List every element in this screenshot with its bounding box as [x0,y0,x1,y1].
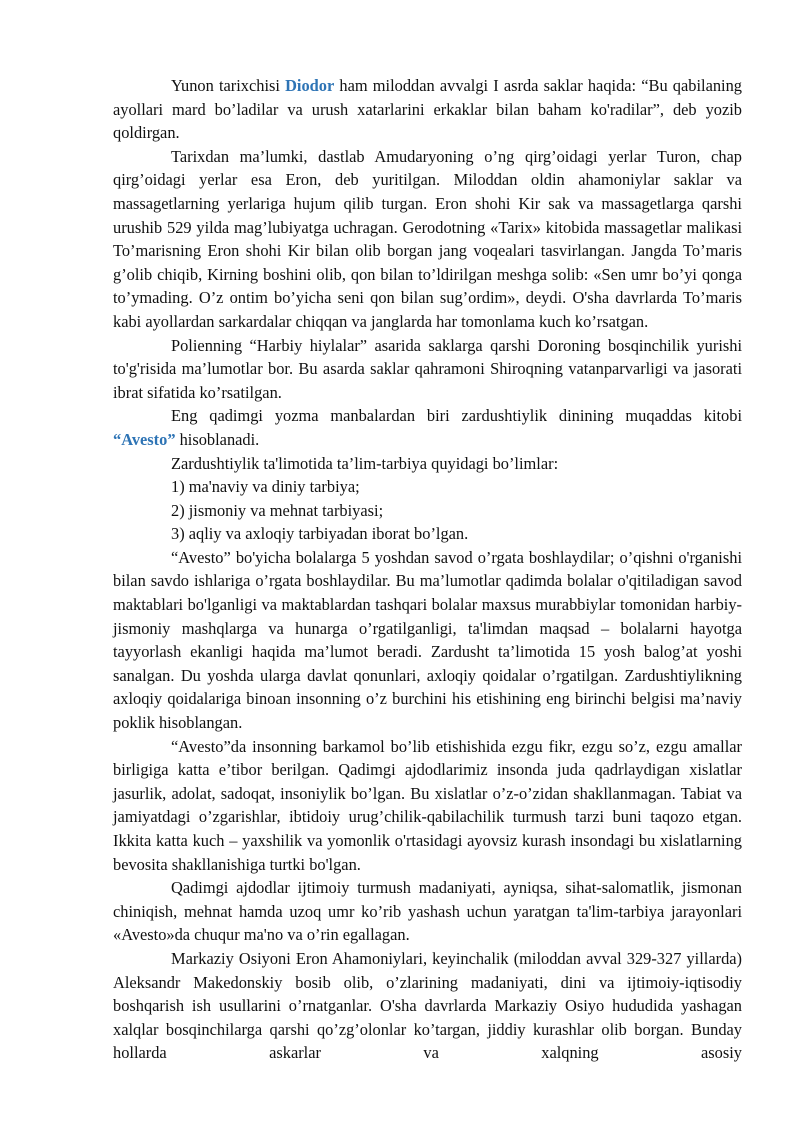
paragraph-text: Eng qadimgi yozma manbalardan biri zardushtiylik dinining muqaddas kitobi [171,406,742,426]
paragraph-avesto-education: “Avesto” bo'yicha bolalarga 5 yoshdan savod o’rgata boshlaydilar; o’qishni o'rganishi bilan savdo ishlariga o’rgata boshlaydilar. Bu ma’lumotlar qadimda bolalar o'qitiladigan savod maktablari bo'lganligi va maktablardan tashqari bolalar maxsus murabbiylar tomonidan harbiy-jismoniy mashqlarga va hunarga o’rgatilganligi, ta'limdan maqsad – bolalarni hayotga tayyorlash ekanligi haqida ma’lumot beradi. Zardusht ta’limotida 15 yosh balog’at yoshi sanalgan. Du yoshda ularga davlat qonunlari, axloqiy qoidalar o’rgatilgan. Zardushtiylikning axloqiy qoidalariga binoan insonning o’z burchini his etishining eng birinchi belgisi ma’naviy poklik hisoblangan. [113,547,742,733]
document-page [113,74,742,1065]
paragraph-avesto-virtues: “Avesto”da insonning barkamol bo’lib etishishida ezgu fikr, ezgu so’z, ezgu amallar birligiga katta e’tibor berilgan. Qadimgi ajdodlarimiz insonda juda qadrlaydigan xislatlar jasurlik, adolat, sadoqat, insoniylik bo’lgan. Bu xislatlar o’z-o’zidan shakllanmagan. Tabiat va jamiyatdagi o’zgarishlar, ibtidoiy urug’chilik-qabilachilik turmush tarzi buni taqozo etgan. Ikkita katta kuch – yaxshilik va yomonlik o'rtasidagi ayovsiz kurash insondagi bu xislatlarning bevosita shakllanishiga turtki bo'lgan. [113,736,742,874]
paragraph-zardushtiylik: Zardushtiylik ta'limotida ta’lim-tarbiya quyidagi bo’limlar: [171,453,559,473]
list-item: 3) aqliy va axloqiy tarbiyadan iborat bo’lgan. [171,524,469,544]
highlight-term-avesto: “Avesto” [113,429,176,449]
paragraph-diodor [113,74,742,145]
paragraph-polien: Polienning “Harbiy hiylalar” asarida saklarga qarshi Doroning bosqinchilik yurishi to'g'risida ma’lumotlar bor. Bu asarda saklar qahramoni Shiroqning vatanparvarligi va jasorati ibrat sifatida ko’rsatilgan. [113,335,742,402]
paragraph-markaziy-osiyo: Markaziy Osiyoni Eron Ahamoniylari, keyinchalik (miloddan avval 329-327 yillarda) Aleksandr Makedonskiy bosib olib, o’zlarining madaniyati, dini va ijtimoiy-iqtisodiy boshqarish ish usullarini o’rnatganlar. O'sha davrlarda Markaziy Osiyo hududida yashagan xalqlar bosqinchilarga qarshi qo’zg’olonlar ko’targan, jiddiy kurashlar olib borgan. Bunday hollarda askarlar va xalqning asosiy [113,948,742,1063]
highlight-term-diodor: Diodor [285,76,335,95]
list-item: 1) ma'naviy va diniy tarbiya; [171,477,360,497]
paragraph-text: hisoblanadi. [175,429,260,449]
list-item: 2) jismoniy va mehnat tarbiyasi; [171,500,384,520]
paragraph-text: Yunon tarixchisi [171,76,286,95]
paragraph-ancestors-culture: Qadimgi ajdodlar ijtimoiy turmush madaniyati, ayniqsa, sihat-salomatlik, jismonan chiniqish, mehnat hamda uzoq umr ko’rib yashash uchun yaratgan ta'lim-tarbiya jarayonlari «Avesto»da chuqur ma'no va o’rin egallagan. [113,878,742,945]
paragraph-avesto-intro [113,404,742,451]
paragraph-text: ham miloddan avvalgi I asrda saklar haqida: “Bu qabilaning ayollari mard bo’ladilar va urush xatarlarini erkaklar bilan baham ko'radilar”, deb yozib qoldirgan. [113,76,742,143]
paragraph-turon-eron: Tarixdan ma’lumki, dastlab Amudaryoning o’ng qirg’oidagi yerlar Turon, chap qirg’oidagi yerlar esa Eron, deb yuritilgan. Miloddan oldin ahamoniylar saklar va massagetlarning yerlariga hujum qilib turgan. Eron shohi Kir sak va massagetlarga qarshi urushib 529 yilda mag’lubiyatga uchragan. Gerodotning «Tarix» kitobida massagetlar malikasi To’marisning Eron shohi Kir bilan olib borgan jang voqealari tasvirlangan. Jangda To’maris g’olib chiqib, Kirning boshini olib, qon bilan to’ldirilgan meshga solib: «Sen umr bo’yi qonga to’ymading. O’z ontim bo’yicha seni qon bilan sug’ordim», deydi. O'sha davrlarda To’maris kabi ayollardan sarkardalar chiqqan va janglarda har tomonlama kuch ko’rsatgan. [113,146,742,331]
